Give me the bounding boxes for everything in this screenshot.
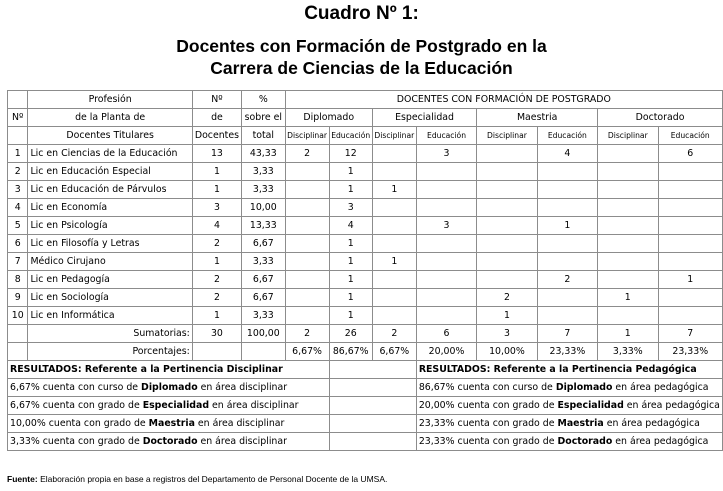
row-percent: 6,67 [242, 235, 286, 253]
row-value [372, 271, 416, 289]
row-profession: Lic en Filosofía y Letras [28, 235, 192, 253]
row-value [477, 271, 537, 289]
result-text-post: en área disciplinar [197, 382, 288, 393]
row-docentes: 1 [192, 253, 241, 271]
table-row [8, 289, 723, 307]
row-docentes: 4 [192, 217, 241, 235]
percentages-label: Porcentajes: [28, 343, 192, 361]
row-value: 2 [477, 289, 537, 307]
row-value [416, 253, 476, 271]
row-value [372, 289, 416, 307]
header-educacion: Educación [416, 127, 476, 145]
row-value [372, 235, 416, 253]
totals-label: Sumatorias: [28, 325, 192, 343]
table-row [8, 145, 723, 163]
source-label: Fuente: [7, 474, 38, 484]
row-value: 1 [658, 271, 723, 289]
results-gap [329, 361, 416, 379]
row-value [416, 163, 476, 181]
row-profession: Lic en Educación de Párvulos [28, 181, 192, 199]
header-profesion-1: Profesión [28, 91, 192, 109]
table-row [8, 163, 723, 181]
table-row [8, 181, 723, 199]
row-value [537, 253, 597, 271]
row-value [372, 145, 416, 163]
totals-value: 26 [329, 325, 372, 343]
results-gap [329, 379, 416, 397]
row-value: 12 [329, 145, 372, 163]
header-educacion: Educación [537, 127, 597, 145]
result-text-post: en área pedagógica [623, 400, 720, 411]
row-value [372, 307, 416, 325]
results-right-item [416, 379, 722, 397]
result-text-pre: 10,00% cuenta con grado de [10, 418, 149, 429]
row-docentes: 1 [192, 307, 241, 325]
row-value [285, 163, 329, 181]
result-text-pre: 3,33% cuenta con grado de [10, 436, 143, 447]
row-value [658, 253, 723, 271]
row-docentes: 1 [192, 163, 241, 181]
row-value: 1 [329, 307, 372, 325]
percentages-value: 86,67% [329, 343, 372, 361]
table-row [8, 271, 723, 289]
percentages-value: 23,33% [537, 343, 597, 361]
row-profession: Lic en Economía [28, 199, 192, 217]
row-value [658, 163, 723, 181]
row-number: 5 [8, 217, 28, 235]
row-value [598, 199, 658, 217]
table-row [8, 217, 723, 235]
results-right-item [416, 433, 722, 451]
result-text-post: en área disciplinar [194, 418, 285, 429]
percentages-value: 20,00% [416, 343, 476, 361]
results-right-title: RESULTADOS: Referente a la Pertinencia Pedagógica [416, 361, 722, 379]
row-percent: 3,33 [242, 181, 286, 199]
table-row [8, 253, 723, 271]
row-value [537, 163, 597, 181]
row-profession: Lic en Sociología [28, 289, 192, 307]
row-number: 4 [8, 199, 28, 217]
row-value: 1 [329, 181, 372, 199]
row-percent: 3,33 [242, 307, 286, 325]
row-docentes: 3 [192, 199, 241, 217]
header-disciplinar: Disciplinar [285, 127, 329, 145]
row-value [477, 163, 537, 181]
result-text-post: en área pedagógica [603, 418, 700, 429]
header-profesion-3: Docentes Titulares [28, 127, 192, 145]
row-value [598, 271, 658, 289]
row-profession: Lic en Pedagogía [28, 271, 192, 289]
result-text-bold: Especialidad [557, 400, 624, 411]
row-value [477, 181, 537, 199]
row-docentes: 13 [192, 145, 241, 163]
header-disciplinar: Disciplinar [372, 127, 416, 145]
totals-docentes: 30 [192, 325, 241, 343]
row-value [477, 217, 537, 235]
results-right-item [416, 415, 722, 433]
results-left-item [8, 433, 330, 451]
totals-value: 2 [285, 325, 329, 343]
row-value [285, 235, 329, 253]
header-educacion: Educación [658, 127, 723, 145]
row-percent: 3,33 [242, 163, 286, 181]
result-text-post: en área disciplinar [197, 436, 287, 447]
percentages-value: 6,67% [285, 343, 329, 361]
row-percent: 13,33 [242, 217, 286, 235]
row-value [285, 217, 329, 235]
result-text-bold: Especialidad [142, 400, 210, 411]
row-value [537, 235, 597, 253]
totals-value: 3 [477, 325, 537, 343]
totals-percent: 100,00 [242, 325, 286, 343]
row-value [658, 217, 723, 235]
row-value [416, 271, 476, 289]
row-docentes: 2 [192, 271, 241, 289]
result-text-pre: 23,33% cuenta con grado de [418, 418, 558, 429]
header-especialidad: Especialidad [372, 109, 476, 127]
row-value [285, 289, 329, 307]
row-docentes: 2 [192, 289, 241, 307]
row-value [598, 181, 658, 199]
header-blank [8, 127, 28, 145]
header-disciplinar: Disciplinar [477, 127, 537, 145]
row-value: 1 [329, 271, 372, 289]
header-profesion-2: de la Planta de [28, 109, 192, 127]
row-percent: 10,00 [242, 199, 286, 217]
row-profession: Lic en Psicología [28, 217, 192, 235]
results-gap [329, 397, 416, 415]
row-value [477, 145, 537, 163]
row-number: 6 [8, 235, 28, 253]
row-value [537, 307, 597, 325]
header-no: Nº [8, 109, 28, 127]
header-disciplinar: Disciplinar [598, 127, 658, 145]
results-left-item [8, 397, 330, 415]
header-num-2: de [192, 109, 241, 127]
row-value: 1 [537, 217, 597, 235]
result-text-post: en área pedagógica [612, 436, 709, 447]
row-value [416, 289, 476, 307]
row-value [658, 235, 723, 253]
row-value: 2 [537, 271, 597, 289]
row-profession: Médico Cirujano [28, 253, 192, 271]
result-text-bold: Diplomado [141, 382, 198, 393]
row-value: 3 [416, 217, 476, 235]
row-value [537, 181, 597, 199]
results-left-title: RESULTADOS: Referente a la Pertinencia Disciplinar [8, 361, 330, 379]
row-value [658, 199, 723, 217]
percentages-blank [192, 343, 241, 361]
header-educacion: Educación [329, 127, 372, 145]
row-percent: 3,33 [242, 253, 286, 271]
row-value [372, 217, 416, 235]
row-value [285, 253, 329, 271]
results-row [8, 415, 723, 433]
row-value [537, 199, 597, 217]
row-value [285, 307, 329, 325]
header-pct-2: sobre el [242, 109, 286, 127]
percentages-value: 3,33% [598, 343, 658, 361]
result-text-bold: Doctorado [142, 436, 198, 447]
postgraduate-table [7, 90, 723, 451]
row-number: 7 [8, 253, 28, 271]
row-value: 1 [372, 253, 416, 271]
row-value [416, 199, 476, 217]
row-value [372, 163, 416, 181]
row-value [285, 181, 329, 199]
results-row [8, 397, 723, 415]
row-value: 1 [329, 253, 372, 271]
row-value [598, 235, 658, 253]
row-percent: 6,67 [242, 289, 286, 307]
row-value: 2 [285, 145, 329, 163]
table-row [8, 199, 723, 217]
result-text-bold: Maestria [148, 418, 195, 429]
row-value [658, 307, 723, 325]
row-value: 1 [329, 235, 372, 253]
result-text-post: en área disciplinar [209, 400, 299, 411]
table-row [8, 307, 723, 325]
row-number: 10 [8, 307, 28, 325]
results-left-item [8, 379, 330, 397]
row-value [477, 253, 537, 271]
header-maestria: Maestria [477, 109, 598, 127]
row-value [416, 235, 476, 253]
totals-value: 7 [658, 325, 723, 343]
row-value [598, 217, 658, 235]
row-value [658, 289, 723, 307]
totals-row [8, 325, 723, 343]
row-profession: Lic en Ciencias de la Educación [28, 145, 192, 163]
row-number: 2 [8, 163, 28, 181]
row-value [285, 271, 329, 289]
result-text-pre: 86,67% cuenta con curso de [418, 382, 556, 393]
header-doctorado: Doctorado [598, 109, 723, 127]
result-text-bold: Maestria [557, 418, 604, 429]
row-value [285, 199, 329, 217]
row-percent: 43,33 [242, 145, 286, 163]
percentages-value: 23,33% [658, 343, 723, 361]
header-blank [8, 91, 28, 109]
row-value [477, 199, 537, 217]
row-value [598, 145, 658, 163]
row-number: 3 [8, 181, 28, 199]
source-text: Elaboración propia en base a registros del Departamento de Personal Docente de la UMSA. [37, 474, 388, 484]
results-left-item [8, 415, 330, 433]
percentages-row [8, 343, 723, 361]
table-subtitle-line1: Docentes con Formación de Postgrado en la [176, 36, 547, 56]
row-value: 4 [537, 145, 597, 163]
result-text-pre: 20,00% cuenta con grado de [418, 400, 558, 411]
row-value [598, 307, 658, 325]
result-text-pre: 23,33% cuenta con grado de [418, 436, 558, 447]
results-gap [329, 433, 416, 451]
results-row [8, 433, 723, 451]
row-percent: 6,67 [242, 271, 286, 289]
row-value: 1 [598, 289, 658, 307]
row-docentes: 1 [192, 181, 241, 199]
row-value [416, 307, 476, 325]
row-value: 4 [329, 217, 372, 235]
row-number: 8 [8, 271, 28, 289]
row-value: 1 [329, 289, 372, 307]
table-subtitle-line2: Carrera de Ciencias de la Educación [210, 58, 513, 78]
table-row [8, 235, 723, 253]
row-value: 6 [658, 145, 723, 163]
results-row [8, 379, 723, 397]
row-value [537, 289, 597, 307]
row-value [598, 163, 658, 181]
row-number: 1 [8, 145, 28, 163]
row-value [658, 181, 723, 199]
result-text-pre: 6,67% cuenta con grado de [10, 400, 143, 411]
totals-value: 6 [416, 325, 476, 343]
header-pct-1: % [242, 91, 286, 109]
results-right-item [416, 397, 722, 415]
header-num-1: Nº [192, 91, 241, 109]
row-value [416, 181, 476, 199]
percentages-value: 10,00% [477, 343, 537, 361]
header-group: DOCENTES CON FORMACIÓN DE POSTGRADO [285, 91, 722, 109]
percentages-value: 6,67% [372, 343, 416, 361]
row-docentes: 2 [192, 235, 241, 253]
percentages-blank [8, 343, 28, 361]
result-text-bold: Doctorado [557, 436, 613, 447]
table-title: Cuadro Nº 1: [304, 3, 419, 24]
results-gap [329, 415, 416, 433]
result-text-bold: Diplomado [555, 382, 613, 393]
header-num-3: Docentes [192, 127, 241, 145]
row-number: 9 [8, 289, 28, 307]
result-text-pre: 6,67% cuenta con curso de [10, 382, 142, 393]
row-value: 1 [477, 307, 537, 325]
row-value [372, 199, 416, 217]
totals-value: 7 [537, 325, 597, 343]
row-value [598, 253, 658, 271]
row-value: 3 [329, 199, 372, 217]
source-note [7, 474, 387, 484]
row-profession: Lic en Informática [28, 307, 192, 325]
totals-value: 1 [598, 325, 658, 343]
row-value: 3 [416, 145, 476, 163]
totals-blank [8, 325, 28, 343]
totals-value: 2 [372, 325, 416, 343]
result-text-post: en área pedagógica [612, 382, 709, 393]
row-profession: Lic en Educación Especial [28, 163, 192, 181]
percentages-blank [242, 343, 286, 361]
header-pct-3: total [242, 127, 286, 145]
results-title-row [8, 361, 723, 379]
row-value [477, 235, 537, 253]
row-value: 1 [372, 181, 416, 199]
header-diplomado: Diplomado [285, 109, 372, 127]
row-value: 1 [329, 163, 372, 181]
